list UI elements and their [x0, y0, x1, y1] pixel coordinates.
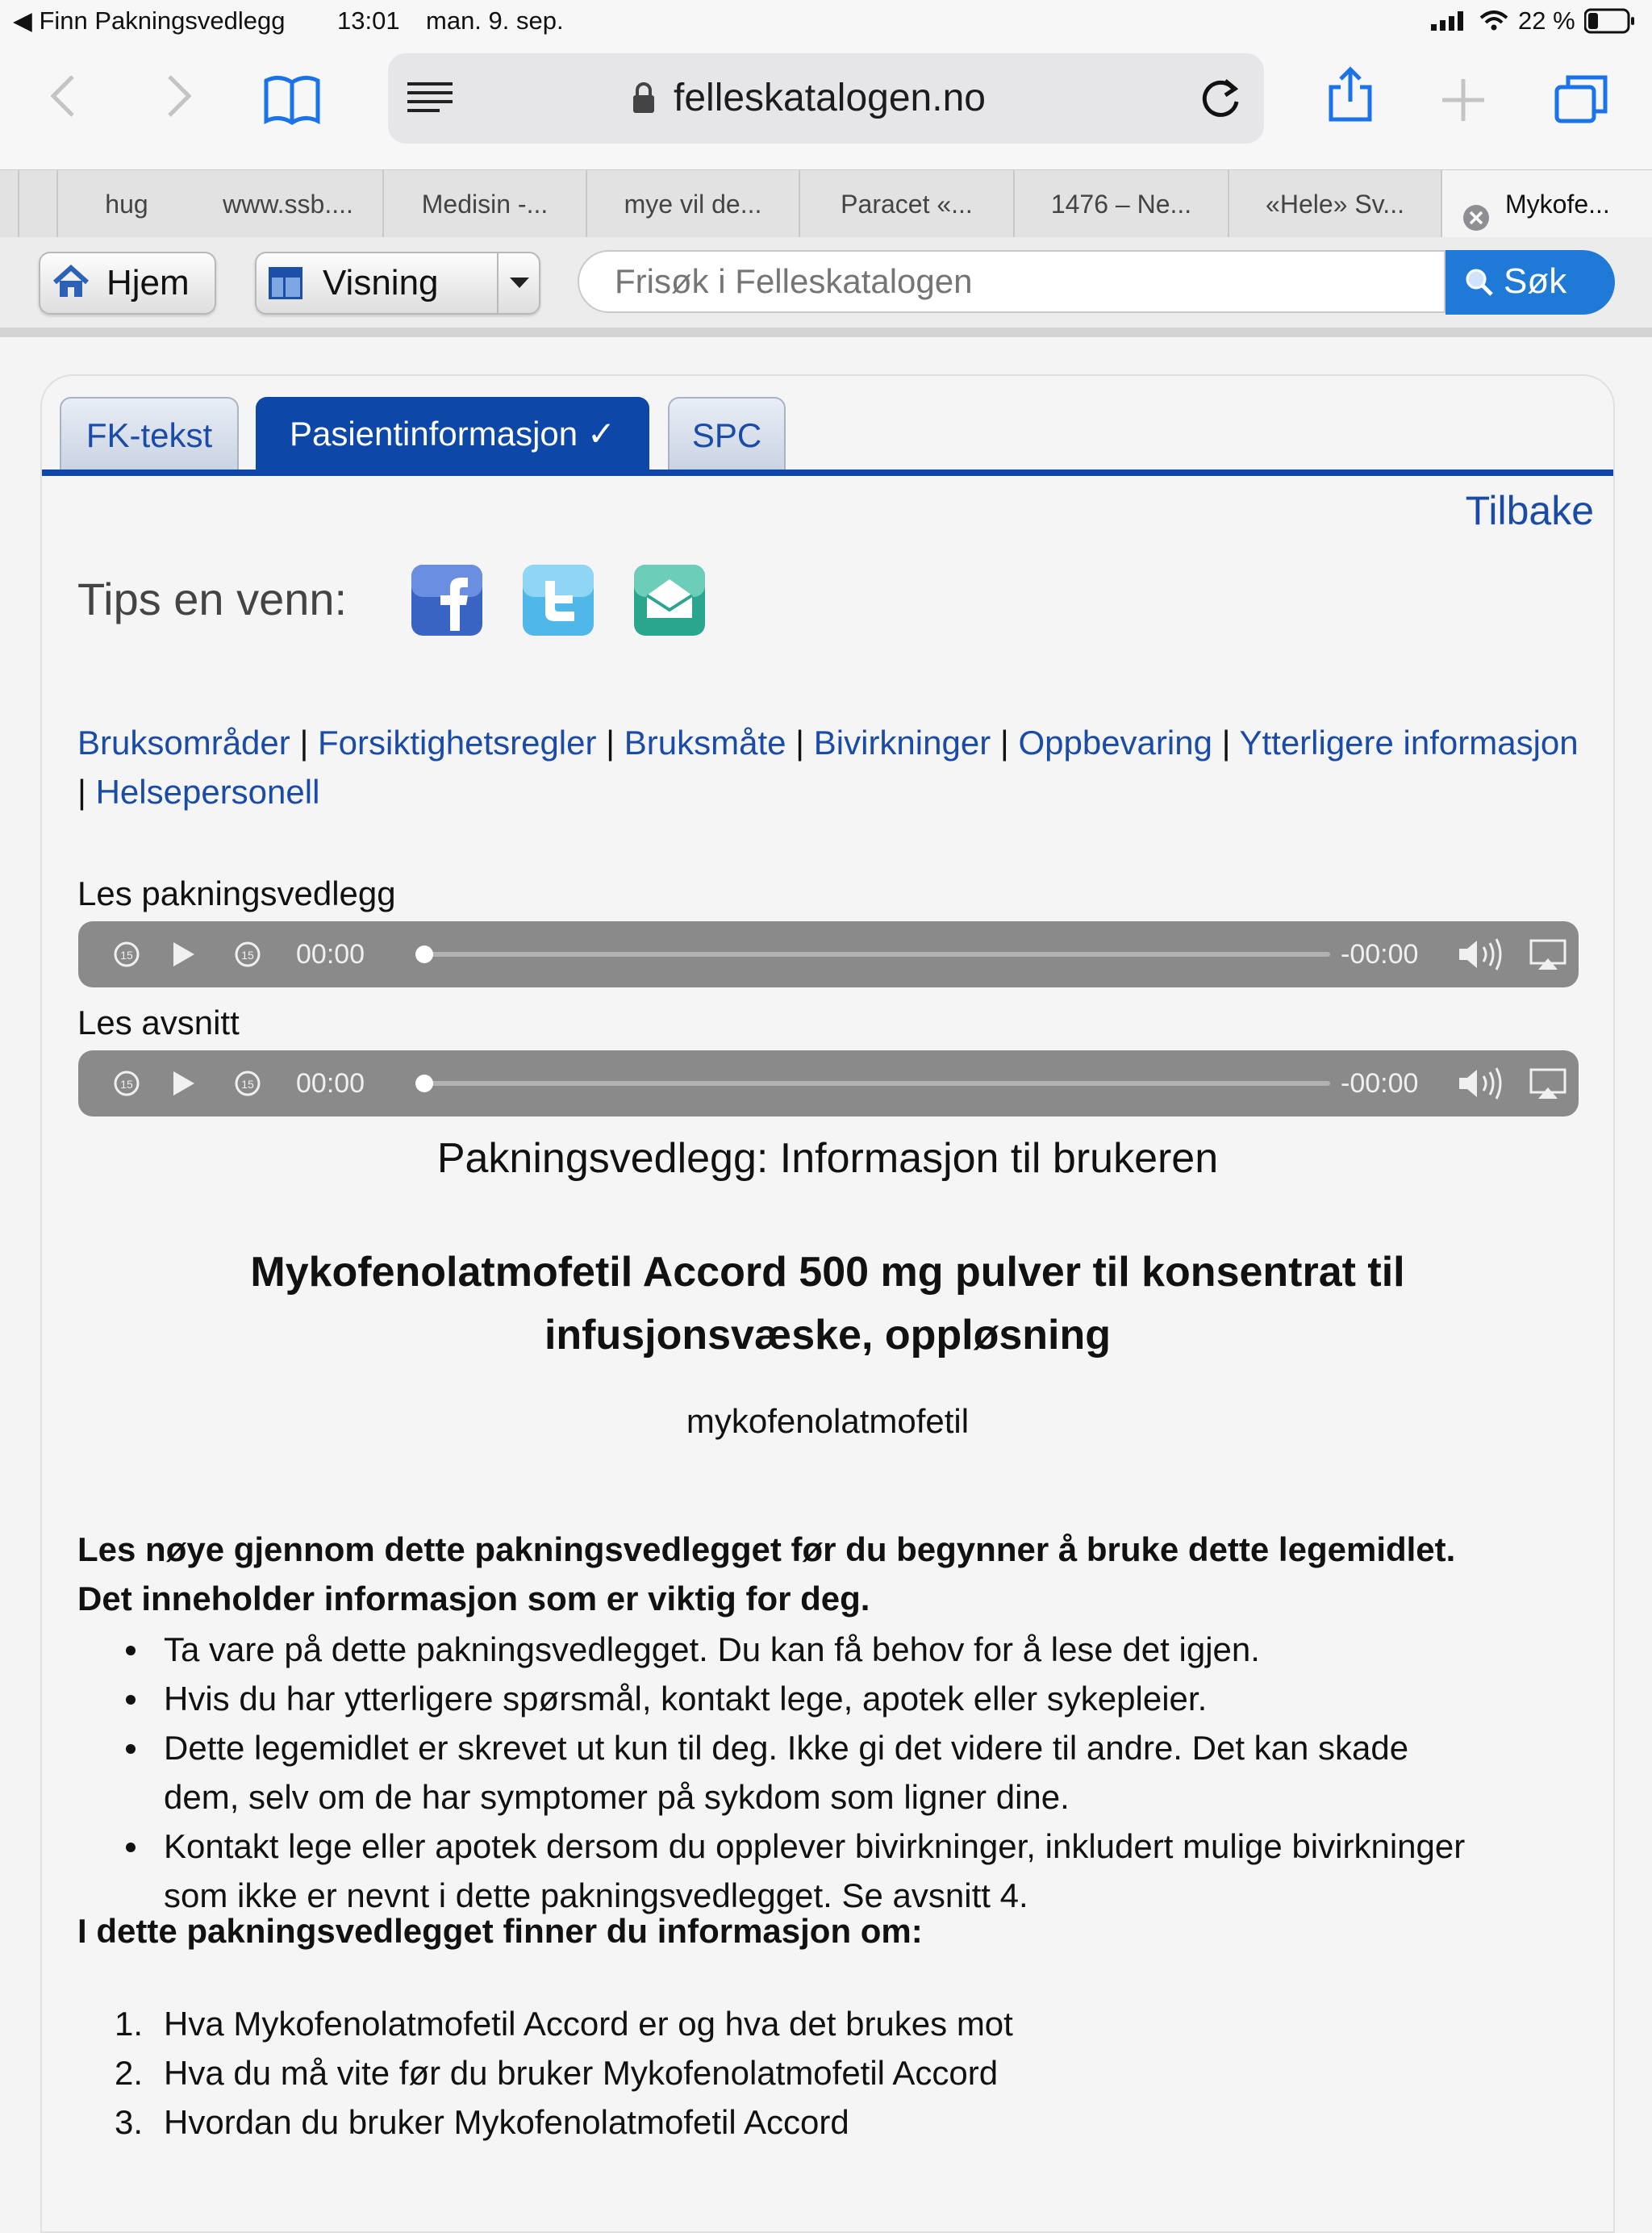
- reload-icon[interactable]: [1201, 77, 1243, 123]
- svg-text:15: 15: [120, 949, 133, 962]
- tab-pasientinformasjon[interactable]: Pasientinformasjon ✓: [256, 397, 649, 471]
- list-item: 3. Hvordan du bruker Mykofenolatmofetil Accord: [115, 2103, 849, 2141]
- nav-link-forsiktighetsregler[interactable]: Forsiktighetsregler: [318, 724, 597, 762]
- twitter-icon[interactable]: [521, 563, 595, 641]
- back-to-app-link[interactable]: ◀ Finn Pakningsvedlegg: [13, 6, 286, 35]
- airplay-icon[interactable]: [1529, 1050, 1567, 1116]
- svg-text:15: 15: [241, 1078, 254, 1091]
- progress-track[interactable]: [423, 1081, 1330, 1086]
- toc-heading: I dette pakningsvedlegget finner du informasjon om:: [77, 1912, 923, 1950]
- browser-tab[interactable]: hug: [56, 170, 195, 238]
- current-time: 00:00: [296, 939, 365, 970]
- nav-link-oppbevaring[interactable]: Oppbevaring: [1018, 724, 1212, 762]
- toc-list: [77, 1999, 1594, 2147]
- list-item: Dette legemidlet er skrevet ut kun til deg. Ikke gi det videre til andre. Det kan skade dem, selv om de har symptomer på sykdom som ligner dine.: [77, 1723, 1594, 1822]
- back-link[interactable]: Tilbake: [1465, 488, 1594, 533]
- tab-spc[interactable]: SPC: [668, 397, 786, 474]
- advice-list: [77, 1625, 1594, 1920]
- email-icon[interactable]: [632, 563, 707, 641]
- play-icon[interactable]: [170, 921, 196, 987]
- audio-label-section: Les avsnitt: [77, 1004, 240, 1041]
- remaining-time: -00:00: [1341, 1068, 1419, 1099]
- separator: |: [77, 773, 86, 811]
- progress-handle[interactable]: [415, 945, 433, 963]
- share-icon[interactable]: [1326, 66, 1375, 128]
- audio-player-section[interactable]: [78, 1050, 1579, 1116]
- browser-tab[interactable]: Paracet «...: [799, 170, 1013, 238]
- status-bar: [0, 0, 1652, 42]
- browser-toolbar: [0, 42, 1652, 169]
- active-tab-label: Mykofe...: [1505, 190, 1610, 219]
- new-tab-icon[interactable]: [1441, 77, 1486, 127]
- layout-icon: [268, 266, 303, 304]
- progress-handle[interactable]: [415, 1075, 433, 1092]
- nav-link-bruksmate[interactable]: Bruksmåte: [624, 724, 786, 762]
- list-item: Hvis du har ytterligere spørsmål, kontakt lege, apotek eller sykepleier.: [77, 1674, 1594, 1723]
- skip-forward-15-icon[interactable]: [232, 921, 264, 987]
- signal-icon: [1431, 11, 1466, 35]
- close-tab-icon[interactable]: [1462, 190, 1491, 238]
- play-icon[interactable]: [170, 1050, 196, 1116]
- list-item: 2. Hva du må vite før du bruker Mykofenolatmofetil Accord: [115, 2054, 999, 2092]
- product-name: [42, 1241, 1613, 1367]
- bookmarks-icon[interactable]: [263, 74, 321, 130]
- skip-forward-15-icon[interactable]: [232, 1050, 264, 1116]
- warning-text: [77, 1525, 1594, 1623]
- separator: |: [795, 724, 805, 762]
- active-substance: mykofenolatmofetil: [686, 1402, 970, 1440]
- lock-icon: [632, 82, 656, 119]
- airplay-icon[interactable]: [1529, 921, 1567, 987]
- bullet: [126, 1646, 136, 1655]
- search-button[interactable]: [1446, 250, 1615, 315]
- progress-track[interactable]: [423, 952, 1330, 957]
- browser-tab-active[interactable]: [1441, 170, 1652, 238]
- warning-line: Les nøye gjennom dette pakningsvedlegget før du begynner å bruke dette legemidlet.: [77, 1530, 1456, 1568]
- browser-tab[interactable]: mye vil de...: [586, 170, 799, 238]
- view-select-label: Visning: [323, 263, 439, 303]
- audio-label-full: Les pakningsvedlegg: [77, 874, 396, 912]
- skip-back-15-icon[interactable]: [111, 1050, 143, 1116]
- audio-player-full[interactable]: [78, 921, 1579, 987]
- separator: |: [1221, 724, 1231, 762]
- browser-tab[interactable]: www.ssb....: [223, 190, 353, 219]
- search-button-label: Søk: [1504, 261, 1567, 301]
- search-input[interactable]: [578, 250, 1446, 313]
- battery-percent: 22 %: [1518, 6, 1575, 35]
- separator: |: [999, 724, 1009, 762]
- tabs-overview-icon[interactable]: [1554, 73, 1610, 128]
- svg-text:15: 15: [120, 1078, 133, 1091]
- select-divider: [497, 253, 499, 313]
- back-chevron-icon[interactable]: [48, 71, 77, 131]
- browser-tab[interactable]: 1476 – Ne...: [1013, 170, 1228, 238]
- product-name-line: infusjonsvæske, oppløsning: [544, 1312, 1112, 1359]
- home-icon: [52, 265, 90, 304]
- remaining-time: -00:00: [1341, 939, 1419, 970]
- bullet: [126, 1843, 136, 1852]
- search-icon: [1465, 268, 1494, 301]
- nav-link-bruksomrader[interactable]: Bruksområder: [77, 724, 290, 762]
- list-item: 1. Hva Mykofenolatmofetil Accord er og hva det brukes mot: [115, 2005, 1013, 2043]
- chevron-down-icon: [510, 278, 529, 293]
- volume-icon[interactable]: [1456, 921, 1504, 987]
- leaflet-title: Pakningsvedlegg: Informasjon til brukeren: [436, 1135, 1219, 1182]
- tab-underline: [42, 470, 1613, 476]
- bullet: [126, 1695, 136, 1705]
- home-button[interactable]: [39, 252, 216, 315]
- skip-back-15-icon[interactable]: [111, 921, 143, 987]
- address-bar[interactable]: [388, 53, 1264, 144]
- status-time: 13:01: [337, 6, 400, 35]
- bullet: [126, 1744, 136, 1754]
- nav-link-bivirkninger[interactable]: Bivirkninger: [813, 724, 991, 762]
- browser-tab[interactable]: «Hele» Sv...: [1228, 170, 1441, 238]
- tips-label: Tips en venn:: [77, 574, 348, 624]
- battery-icon: [1584, 8, 1636, 38]
- list-item: Kontakt lege eller apotek dersom du opplever bivirkninger, inkludert mulige bivirkninger som ikke er nevnt i dette pakningsvedlegget. Se avsnitt 4.: [77, 1822, 1594, 1920]
- content-card: [40, 374, 1615, 2233]
- view-select[interactable]: [255, 252, 540, 315]
- nav-link-helsepersonell[interactable]: Helsepersonell: [95, 773, 320, 811]
- tab-fk-tekst[interactable]: FK-tekst: [60, 397, 239, 474]
- svg-text:15: 15: [241, 949, 254, 962]
- browser-tab[interactable]: Medisin -...: [382, 170, 586, 238]
- home-button-label: Hjem: [106, 263, 190, 303]
- browser-tab[interactable]: [18, 170, 56, 238]
- product-name-line: Mykofenolatmofetil Accord 500 mg pulver til konsentrat til: [250, 1249, 1405, 1296]
- separator: |: [606, 724, 615, 762]
- site-header: [0, 237, 1652, 337]
- browser-tab-strip: [0, 169, 1652, 239]
- list-item: Ta vare på dette pakningsvedlegget. Du kan få behov for å lese det igjen.: [77, 1625, 1594, 1674]
- nav-link-ytterligere-informasjon[interactable]: Ytterligere informasjon: [1239, 724, 1579, 762]
- url-text: felleskatalogen.no: [674, 77, 986, 119]
- section-nav: [77, 718, 1594, 816]
- volume-icon[interactable]: [1456, 1050, 1504, 1116]
- facebook-icon[interactable]: [410, 563, 484, 641]
- reader-menu-icon[interactable]: [407, 81, 453, 120]
- current-time: 00:00: [296, 1068, 365, 1099]
- forward-chevron-icon[interactable]: [165, 71, 194, 131]
- separator: |: [299, 724, 309, 762]
- warning-line: Det inneholder informasjon som er viktig for deg.: [77, 1580, 870, 1617]
- wifi-icon: [1478, 8, 1510, 36]
- status-date: man. 9. sep.: [426, 6, 564, 35]
